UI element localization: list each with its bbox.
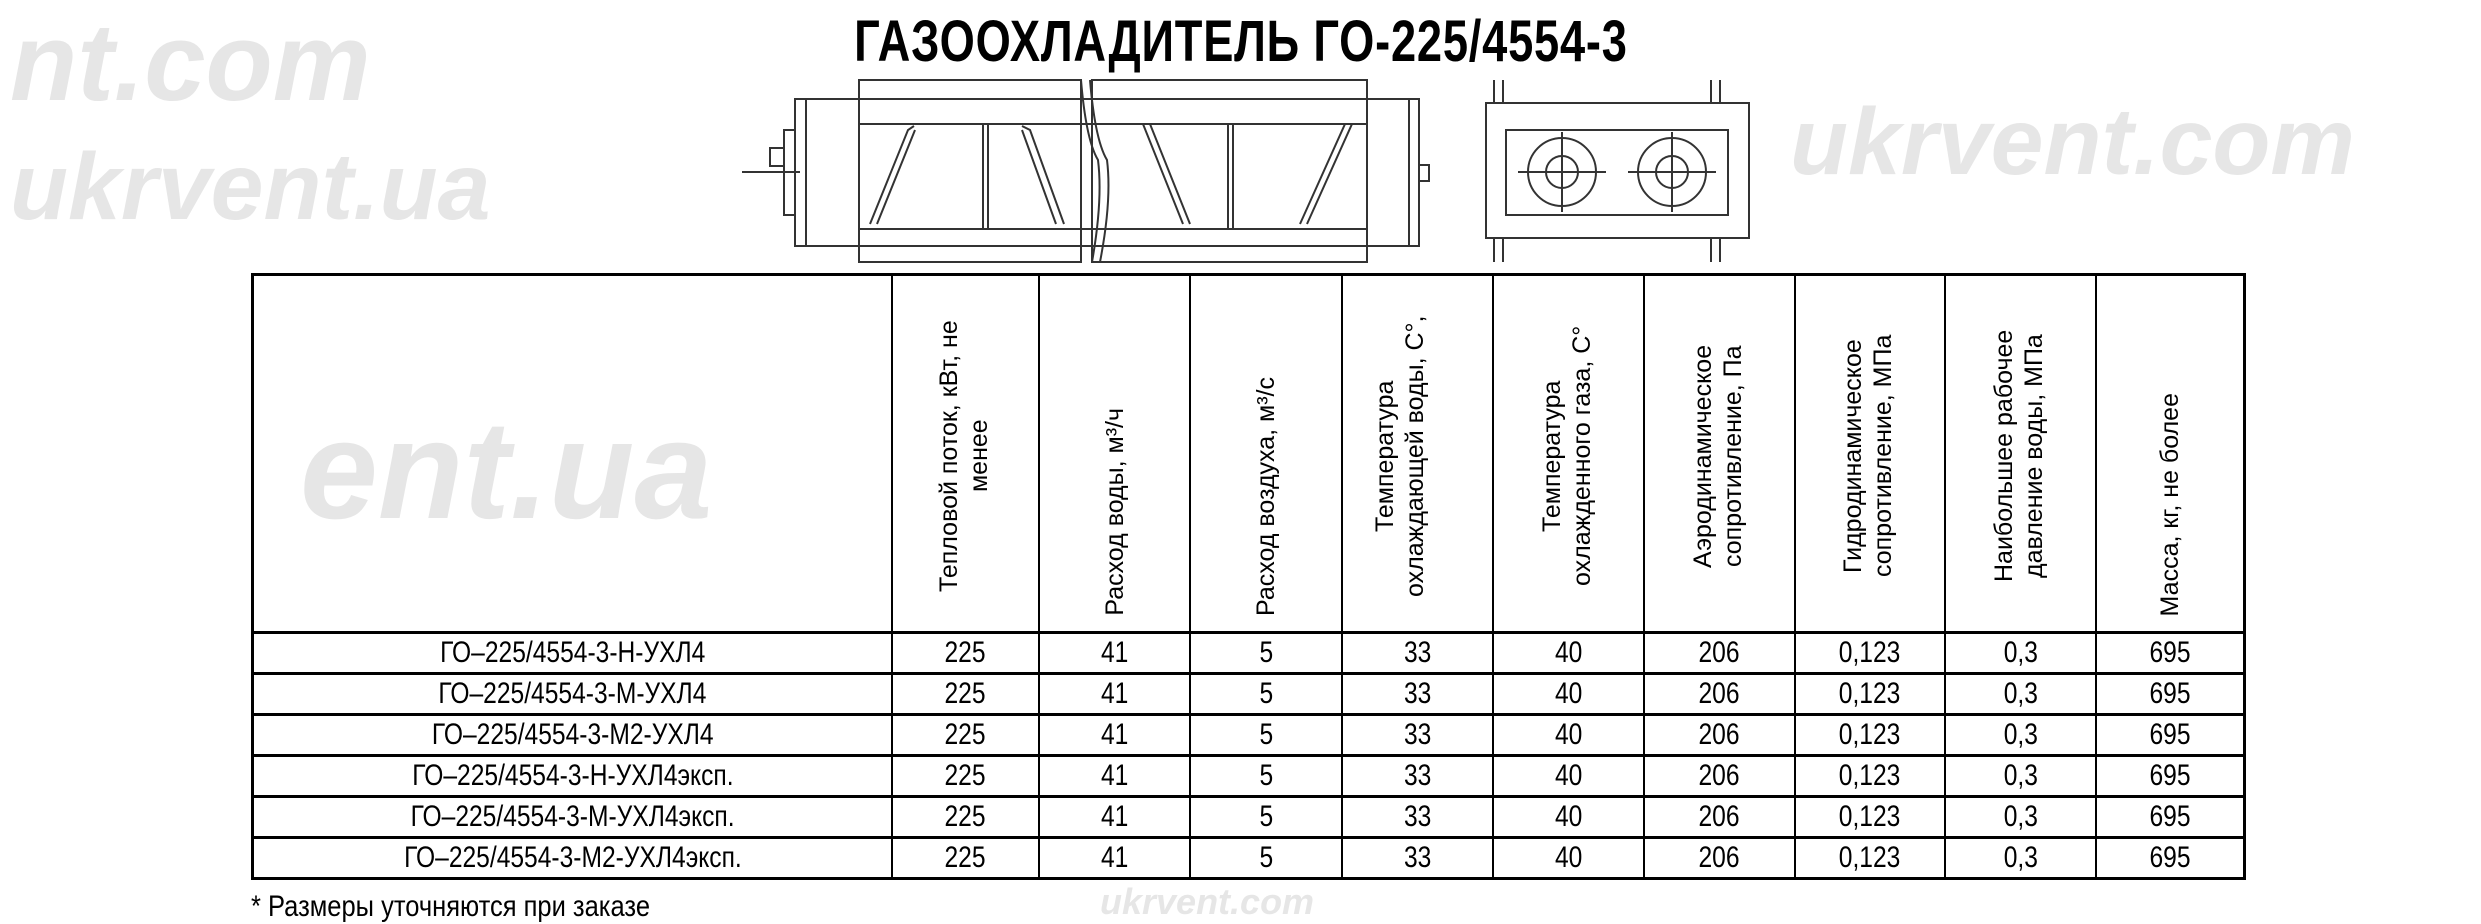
cell-text: 695 [2149,636,2191,669]
header-gas-temp [1493,275,1644,633]
header-text: Температура охлажденного газа, С° [1537,325,1596,587]
cell-text: 5 [1259,636,1273,669]
header-text: Расход воды, м³/ч [1100,408,1129,616]
value-cell [1493,715,1644,756]
watermark: nt.com [10,1,371,124]
cell-text: 41 [1100,800,1129,833]
value-cell [892,756,1039,797]
watermark: ent.ua [300,391,713,548]
header-text: Расход воздуха, м³/с [1252,377,1280,616]
cell-text: 33 [1403,636,1432,669]
cell-text: 206 [1698,636,1741,669]
value-cell [1342,797,1493,838]
header-heat-flow [892,275,1039,633]
value-cell [892,797,1039,838]
header-hydro-resistance [1795,275,1945,633]
value-cell [1493,756,1644,797]
value-cell [1644,756,1795,797]
value-cell [1945,633,2096,674]
value-cell [1493,838,1644,879]
value-cell [1945,756,2096,797]
value-cell [1644,797,1795,838]
cell-text: 5 [1259,800,1273,833]
value-cell [1342,633,1493,674]
cell-text: 40 [1554,759,1583,792]
cell-text: 225 [944,759,987,792]
cell-text: 40 [1554,718,1583,751]
model-cell [253,756,893,797]
cell-text: 0,3 [2003,759,2038,792]
cell-text: 5 [1259,759,1273,792]
value-cell [1644,838,1795,879]
value-cell [1190,674,1342,715]
watermark: ukrvent.ua [10,134,491,240]
cell-text: 0,3 [2003,841,2038,874]
cell-text: 206 [1698,718,1741,751]
value-cell [2096,838,2245,879]
model-cell [253,838,893,879]
cell-text: 695 [2149,718,2191,751]
value-cell [1039,674,1190,715]
cell-text: 5 [1259,841,1273,874]
value-cell [1493,674,1644,715]
header-water-flow [1039,275,1190,633]
table-row [253,756,2245,797]
value-cell [892,838,1039,879]
value-cell [2096,674,2245,715]
value-cell [1945,715,2096,756]
header-water-temp [1342,275,1493,633]
cell-text: 33 [1403,718,1432,751]
cell-text: 40 [1554,841,1583,874]
cell-text: 0,123 [1839,800,1901,833]
header-model [253,275,893,633]
cell-text: 0,123 [1839,759,1901,792]
value-cell [1190,838,1342,879]
cell-text: 40 [1554,800,1583,833]
header-text: Температура охлаждающей воды, С°, [1370,315,1429,597]
cell-text: 5 [1259,677,1273,710]
cell-text: 0,3 [2003,677,2038,710]
model-cell [253,674,893,715]
watermark: ukrvent.com [1790,89,2355,195]
cell-text: 0,123 [1839,718,1901,751]
value-cell [1795,674,1945,715]
title-text: ГАЗООХЛАДИТЕЛЬ ГО-225/4554-3 [853,9,1628,74]
cell-text: ГО–225/4554-3-М2-УХЛ4 [431,718,714,751]
value-cell [1342,715,1493,756]
cell-text: 225 [944,677,987,710]
value-cell [1945,838,2096,879]
value-cell [1190,756,1342,797]
cell-text: 225 [944,800,987,833]
header-text: Аэродинамическое сопротивление, Па [1688,344,1747,568]
cell-text: 33 [1403,677,1432,710]
value-cell [1795,797,1945,838]
watermark: ukrvent.com [1100,881,1315,922]
cell-text: 206 [1698,800,1741,833]
cell-text: ГО–225/4554-3-М-УХЛ4эксп. [410,800,735,833]
value-cell [1795,838,1945,879]
cell-text: 0,123 [1839,636,1901,669]
cell-text: 33 [1403,759,1432,792]
value-cell [1342,838,1493,879]
table-row [253,633,2245,674]
side-view [742,80,1429,262]
cell-text: 695 [2149,677,2191,710]
table-row [253,674,2245,715]
header-text: Масса, кг, не более [2156,392,2184,616]
cell-text: 33 [1403,800,1432,833]
value-cell [1945,674,2096,715]
value-cell [1342,756,1493,797]
value-cell [1039,838,1190,879]
cell-text: 5 [1259,718,1273,751]
value-cell [1795,715,1945,756]
cell-text: 40 [1554,677,1583,710]
value-cell [2096,715,2245,756]
model-cell [253,633,893,674]
value-cell [1039,756,1190,797]
table-row [253,797,2245,838]
cell-text: 206 [1698,759,1741,792]
cell-text: ГО–225/4554-3-М2-УХЛ4эксп. [403,841,742,874]
cell-text: 41 [1100,759,1129,792]
header-text: Тепловой поток, кВт, не менее [934,320,993,592]
value-cell [892,715,1039,756]
table-row [253,715,2245,756]
cell-text: ГО–225/4554-3-Н-УХЛ4эксп. [411,759,734,792]
value-cell [1190,797,1342,838]
cell-text: 41 [1100,841,1129,874]
cell-text: 0,123 [1839,841,1901,874]
end-view [1486,80,1749,262]
footnote [251,890,720,924]
cell-text: ГО–225/4554-3-М-УХЛ4 [438,677,707,710]
value-cell [1493,797,1644,838]
specs-table [251,273,2246,880]
value-cell [1342,674,1493,715]
value-cell [1644,674,1795,715]
page-title [0,8,2481,75]
cell-text: 41 [1100,677,1129,710]
cell-text: 0,3 [2003,636,2038,669]
value-cell [1493,633,1644,674]
value-cell [2096,756,2245,797]
cell-text: 41 [1100,718,1129,751]
cell-text: 41 [1100,636,1129,669]
value-cell [1795,756,1945,797]
value-cell [1644,633,1795,674]
value-cell [892,674,1039,715]
cell-text: 695 [2149,841,2191,874]
cell-text: 695 [2149,800,2191,833]
header-mass [2096,275,2245,633]
model-cell [253,797,893,838]
cell-text: 695 [2149,759,2191,792]
footnote-text: * Размеры уточняются при заказе [251,890,651,923]
value-cell [892,633,1039,674]
header-air-flow [1190,275,1342,633]
cell-text: 225 [944,841,987,874]
cell-text: 40 [1554,636,1583,669]
value-cell [1190,715,1342,756]
header-text: Гидродинамическое сопротивление, МПа [1839,334,1897,578]
model-cell [253,715,893,756]
value-cell [1945,797,2096,838]
value-cell [1039,797,1190,838]
table-row [253,838,2245,879]
header-text: Наибольшее рабочее давление воды, МПа [1989,329,2048,583]
header-max-pressure [1945,275,2096,633]
cell-text: 225 [944,636,987,669]
cell-text: 0,123 [1839,677,1901,710]
value-cell [2096,797,2245,838]
value-cell [1039,633,1190,674]
cell-text: 0,3 [2003,718,2038,751]
cell-text: 0,3 [2003,800,2038,833]
value-cell [1190,633,1342,674]
cell-text: 225 [944,718,987,751]
header-row [253,275,2245,633]
header-aero-resistance [1644,275,1795,633]
value-cell [1644,715,1795,756]
cell-text: ГО–225/4554-3-Н-УХЛ4 [439,636,706,669]
value-cell [1039,715,1190,756]
value-cell [1795,633,1945,674]
cell-text: 206 [1698,677,1741,710]
value-cell [2096,633,2245,674]
cell-text: 206 [1698,841,1741,874]
cell-text: 33 [1403,841,1432,874]
